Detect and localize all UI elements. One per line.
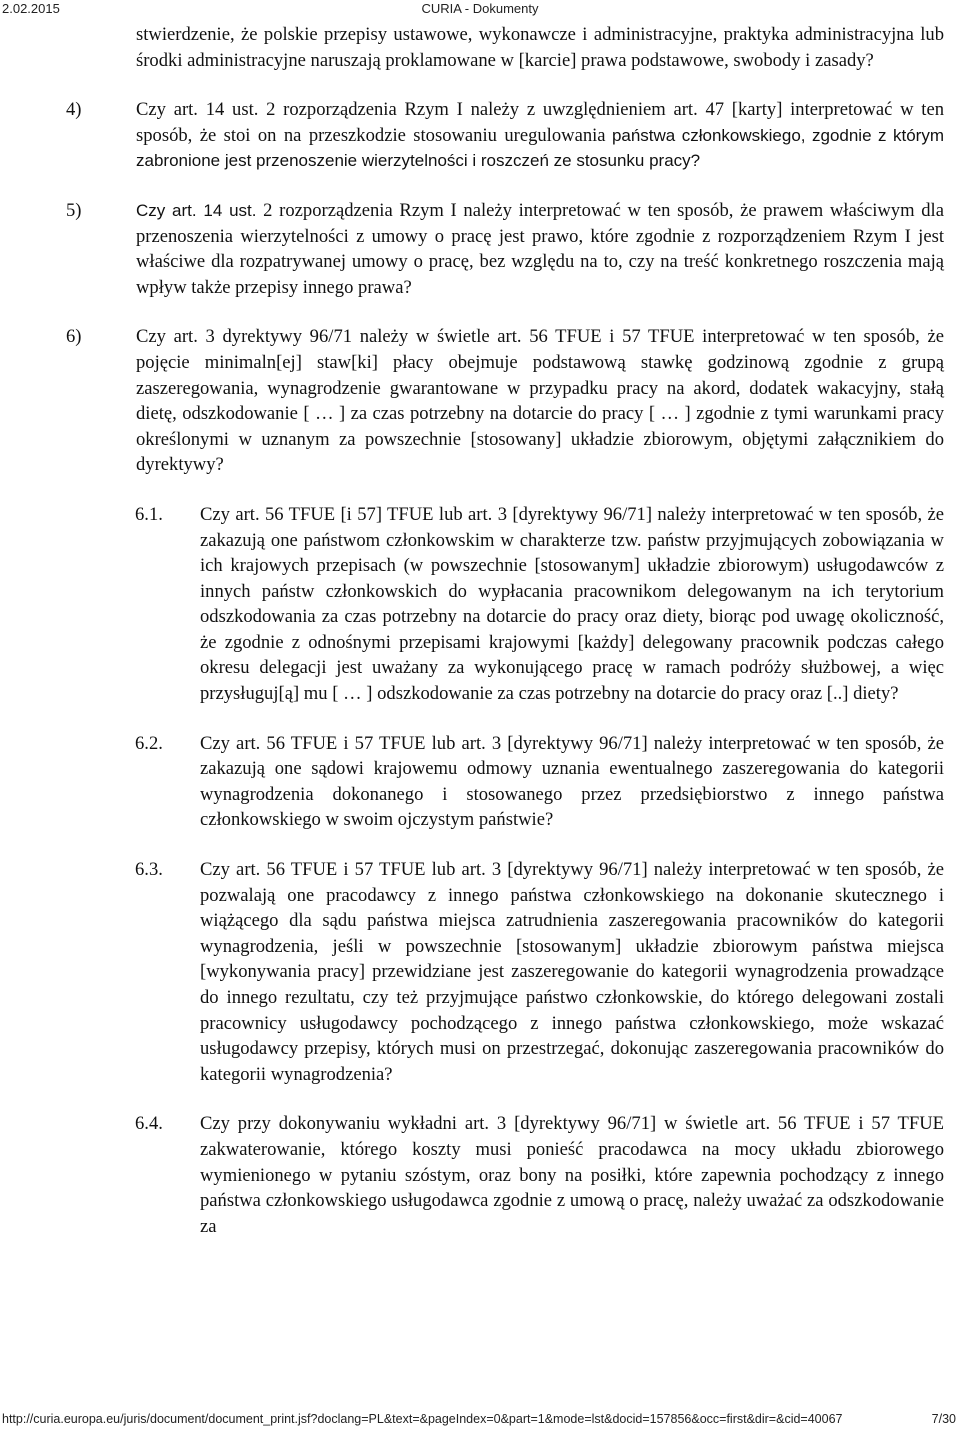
document-title: CURIA - Dokumenty [421, 1, 539, 16]
question-6-3-text: Czy art. 56 TFUE i 57 TFUE lub art. 3 [dyrektywy 96/71] należy interpretować w ten sposób, że pozwalają one pracodawcy z innego państwa członkowskiego na dokonanie skutecznego i wiążącego dla sądu państwa miejsca zatrudnienia zaszeregowania pracowników do kategorii wynagrodzenia, jeśli w powszechnie [stosowanym] układzie zbiorowym państwa miejsca [wykonywania pracy] przewidziane jest zaszeregowanie do kategorii wynagrodzenia prowadzące do innego rezultatu, czy też przyjmujące państwo członkowskie, do którego delegowani zostali pracownicy usługodawcy pochodzącego z innego państwa członkowskiego, może wskazać usługodawcy przepisy, których musi on przestrzegać, dokonując zaszeregowania pracowników do kategorii wynagrodzenia? [200, 859, 944, 1085]
question-4-number: 4) [66, 99, 82, 121]
question-6-number: 6) [66, 326, 82, 348]
question-6-4-number: 6.4. [135, 1113, 163, 1135]
question-5-text-continued: 2 rozporządzenia Rzym I należy interpretować w ten sposób, że prawem właściwym dla przenoszenia wierzytelności z umowy o pracę jest prawo, które zgodnie z rozporządzeniem Rzym I jest właściwe dla rozpatrywanej umowy o pracę, bez względu na to, czy na treść konkretnego roszczenia mają wpływ także przepisy innego prawa? [136, 199, 944, 298]
question-6-2-text: Czy art. 56 TFUE i 57 TFUE lub art. 3 [dyrektywy 96/71] należy interpretować w ten sposób, że zakazują one sądowi krajowemu odmowy uznania ewentualnego zaszeregowania do kategorii wynagrodzenia dokonanego i stosowanego przez przedsiębiorstwo z innego państwa członkowskiego w swoim ojczystym państwie? [200, 732, 944, 831]
print-date: 2.02.2015 [2, 1, 60, 16]
question-6-3 [0, 857, 960, 1087]
question-4-text: Czy art. 14 ust. 2 rozporządzenia Rzym I należy z uwzględnieniem art. 47 [karty] interpretować w ten sposób, że stoi on na przeszkodzie stosowaniu uregulowania [136, 99, 944, 146]
document-url[interactable]: http://curia.europa.eu/juris/document/document_print.jsf?doclang=PL&text=&pageIndex=0&part=1&mode=lst&docid=157856&occ=first&dir=&cid=40067 [2, 1412, 843, 1426]
question-4-text-continued: państwa członkowskiego, zgodnie z którym zabronione jest przenoszenie wierzytelności i roszczeń ze stosunku pracy? [136, 125, 944, 171]
question-4 [0, 97, 960, 174]
question-6-3-number: 6.3. [135, 859, 163, 881]
question-5-text: Czy art. 14 ust. [136, 200, 257, 220]
question-6-1 [0, 502, 960, 707]
print-footer [0, 1412, 960, 1432]
document-body [0, 22, 960, 1239]
question-5 [0, 198, 960, 300]
question-6-2-number: 6.2. [135, 732, 163, 754]
question-6-4-text: Czy przy dokonywaniu wykładni art. 3 [dyrektywy 96/71] w świetle art. 56 TFUE i 57 TFUE zakwaterowanie, którego koszty musi ponieść pracodawca na mocy układu zbiorowego wymienionego w pytaniu szóstym, oraz bony na posiłki, które zapewnia pochodzący z innego państwa członkowskiego usługodawca zgodnie z umową o pracę, należy uważać za odszkodowanie za [200, 1113, 944, 1237]
question-6-text: Czy art. 3 dyrektywy 96/71 należy w świetle art. 56 TFUE i 57 TFUE interpretować w ten sposób, że pojęcie minimaln[ej] staw[ki] płacy obejmuje podstawową stawkę godzinową zgodnie z grupą zaszeregowania, wynagrodzenie gwarantowane w przypadku pracy na akord, dodatek wakacyjny, stałą dietę, odszkodowanie [ … ] za czas potrzebny na dotarcie do pracy [ … ] zgodnie z tymi warunkami pracy określonymi w uznanym za powszechnie [stosowany] układzie zbiorowym, objętymi załącznikiem do dyrektywy? [136, 326, 944, 476]
question-6-4 [0, 1111, 960, 1239]
intro-paragraph: stwierdzenie, że polskie przepisy ustawowe, wykonawcze i administracyjne, praktyka administracyjna lub środki administracyjne naruszają proklamowane w [karcie] prawa podstawowe, swobody i zasady? [136, 24, 944, 71]
question-6-1-text: Czy art. 56 TFUE [i 57] TFUE lub art. 3 [dyrektywy 96/71] należy interpretować w ten sposób, że zakazują one państwom członkowskim w charakterze tzw. państw przyjmujących zobowiązania w ich krajowych przepisach (w powszechnie [stosowanym] układzie zbiorowym) usługodawców z innych państw członkowskich do wypłacania pracownikom delegowanym na ich terytorium odszkodowania za czas potrzebny na dotarcie do pracy oraz diety, biorąc pod uwagę okoliczność, że zgodnie z odnośnymi przepisami krajowymi [każdy] delegowany pracownik podczas całego okresu delegacji jest uważany za wykonującego pracę w ramach podróży służbowej, a więc przysługuj[ą] mu [ … ] odszkodowanie za czas potrzebny na dotarcie do pracy oraz [..] diety? [200, 503, 944, 705]
print-header [0, 0, 960, 20]
question-5-number: 5) [66, 199, 82, 221]
question-6-1-number: 6.1. [135, 503, 163, 525]
page-number: 7/30 [931, 1412, 956, 1426]
question-6 [0, 324, 960, 478]
question-6-2 [0, 731, 960, 833]
